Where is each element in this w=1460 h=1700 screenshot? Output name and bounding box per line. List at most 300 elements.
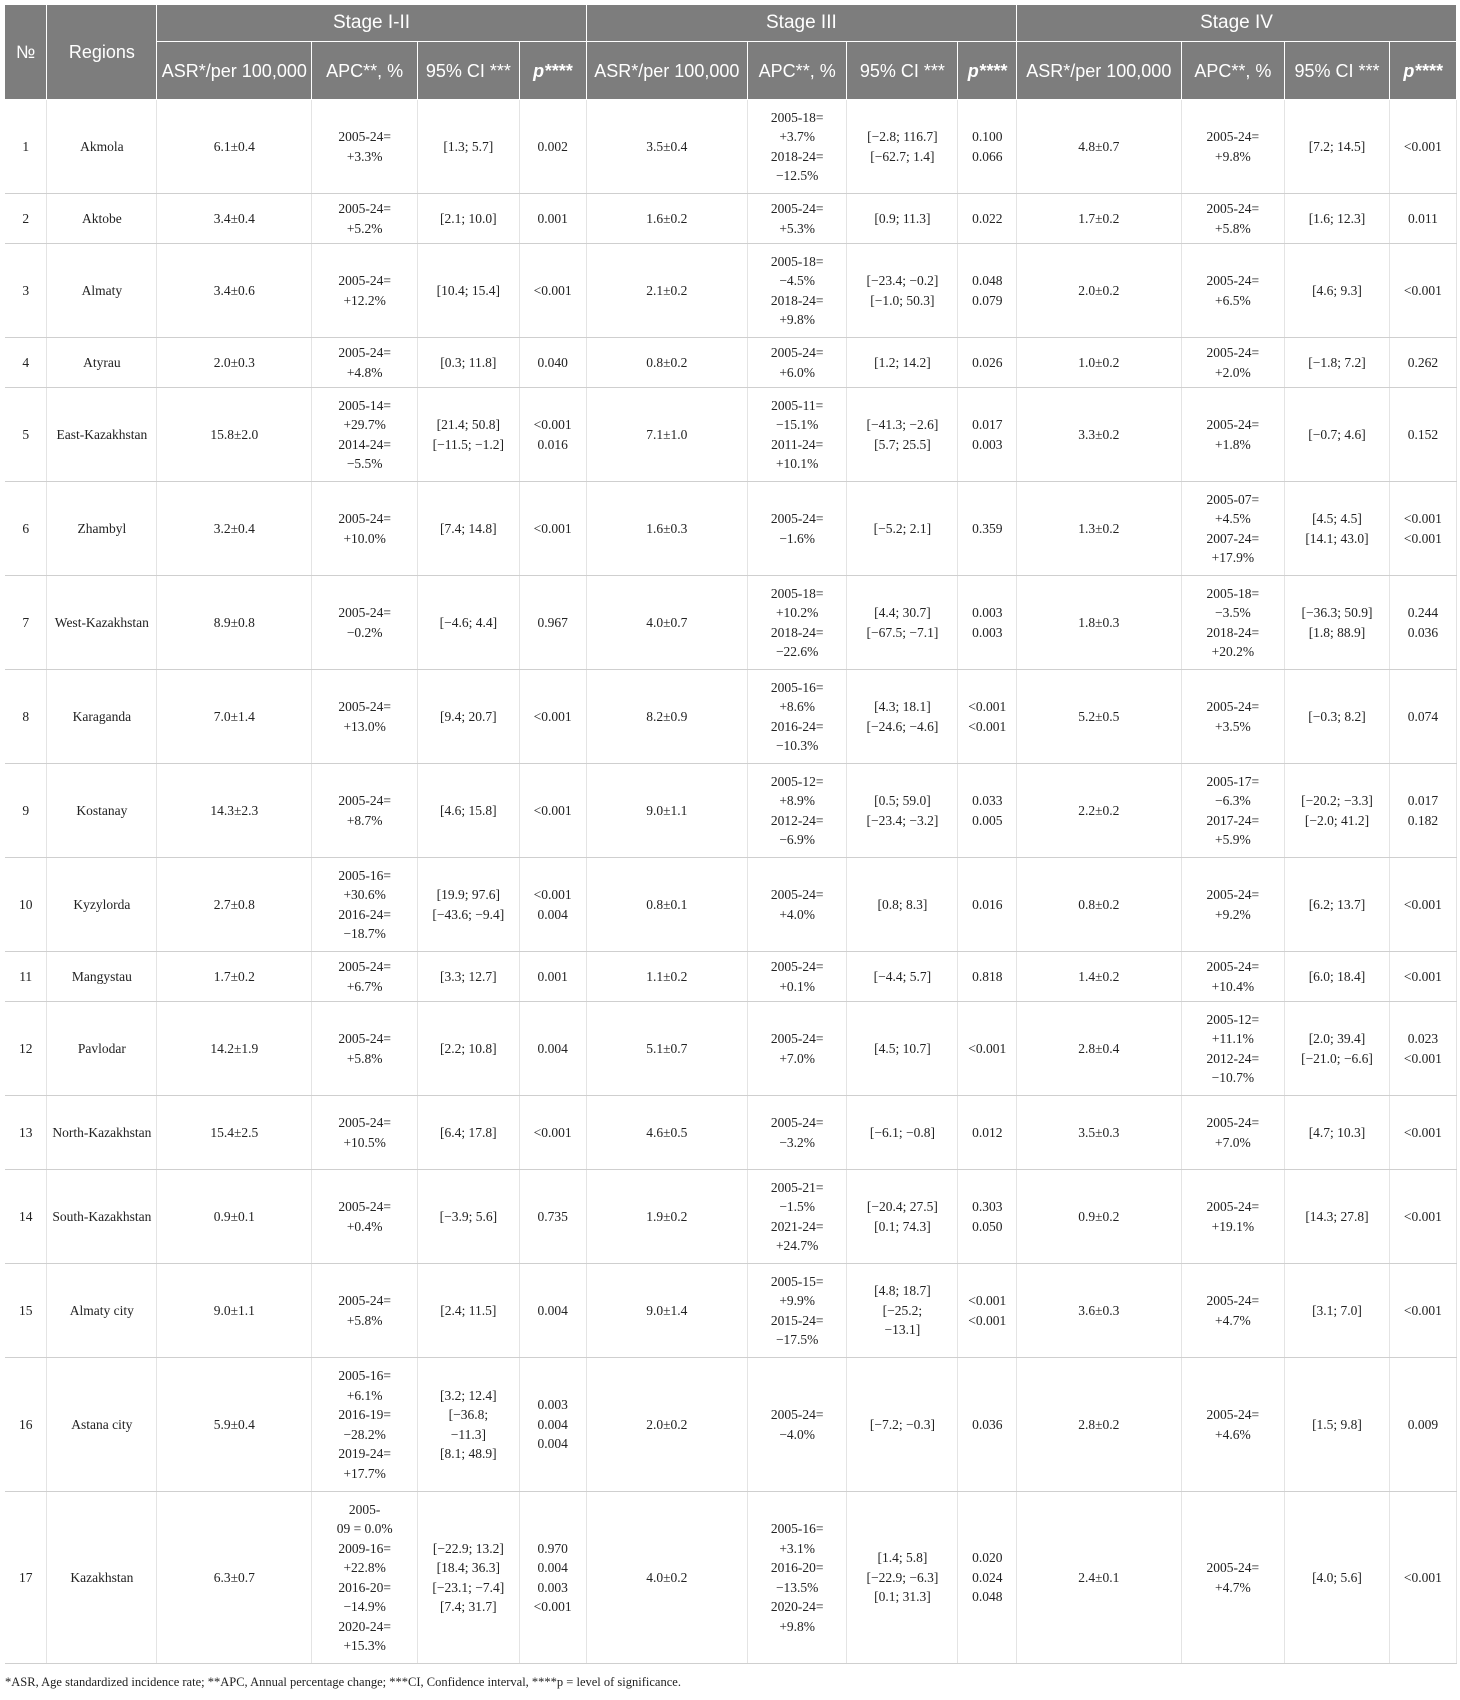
p-value-line: <0.001 [968, 1040, 1007, 1056]
asr-value: 3.3±0.2 [1017, 388, 1181, 482]
p-value [1389, 100, 1456, 194]
ci-value-line: [18.4; 36.3] [436, 1560, 501, 1575]
p-value-line: <0.001 [968, 718, 1007, 734]
apc-value [312, 244, 418, 338]
p-value [1389, 1264, 1456, 1358]
p-value-line: 0.017 [1407, 793, 1439, 808]
apc-value-line: 2005-16= [338, 867, 391, 883]
apc-value [747, 482, 846, 576]
asr-value: 8.2±0.9 [586, 670, 747, 764]
ci-value-line: [7.4; 14.8] [440, 520, 497, 536]
p-value [1389, 1492, 1456, 1664]
ci-value-line: [4.5; 10.7] [874, 1040, 931, 1056]
apc-value [312, 1492, 418, 1664]
ci-value-line: [−36.3; 50.9] [1301, 605, 1373, 620]
asr-value: 3.5±0.3 [1017, 1096, 1181, 1170]
apc-value-line: +5.3% [779, 220, 816, 236]
apc-value [312, 388, 418, 482]
ci-value-line: [7.4; 31.7] [440, 1599, 497, 1614]
p-value [1389, 1358, 1456, 1492]
p-value [1389, 576, 1456, 670]
ci-value-line: [2.2; 10.8] [440, 1040, 497, 1056]
p-value [519, 388, 586, 482]
p-value-line: 0.004 [537, 1436, 568, 1452]
apc-value-line: −0.2% [346, 624, 383, 640]
ci-value-line: [3.2; 12.4] [440, 1387, 497, 1403]
p-value-line: <0.001 [533, 282, 572, 298]
ci-value-line: [−24.6; −4.6] [866, 718, 939, 734]
table-row [5, 576, 1457, 670]
ci-value-line: [1.8; 88.9] [1308, 624, 1366, 640]
p-value-line: 0.303 [972, 1199, 1003, 1214]
apc-value-line: 2005-24= [338, 959, 391, 974]
apc-value-line: 2020-24= [338, 1618, 391, 1634]
apc-value-line: 2005- [348, 1501, 381, 1517]
apc-value-line: −6.3% [1214, 793, 1251, 808]
apc-value [312, 100, 418, 194]
ci-value-line: [2.4; 11.5] [440, 1302, 497, 1318]
apc-value-line: 2005-24= [338, 201, 391, 216]
ci-value-line: [−23.4; −3.2] [866, 812, 939, 828]
apc-value [312, 1002, 418, 1096]
incidence-trend-table [5, 5, 1457, 1664]
apc-value [747, 576, 846, 670]
apc-value [1181, 576, 1285, 670]
apc-value-line: +3.5% [1214, 718, 1251, 734]
asr-header: ASR*/per 100,000 [1017, 42, 1181, 100]
asr-value: 6.3±0.7 [157, 1492, 312, 1664]
ci-value [1285, 576, 1390, 670]
ci-value-line: [6.4; 17.8] [440, 1124, 497, 1140]
apc-value-line: 2005-24= [1206, 959, 1260, 974]
apc-value-line: +5.8% [346, 1050, 383, 1066]
table-row [5, 764, 1457, 858]
p-value-line: 0.004 [537, 1302, 568, 1318]
ci-value [847, 388, 958, 482]
apc-value-line: 2007-24= [1206, 530, 1260, 546]
asr-value: 1.6±0.3 [586, 482, 747, 576]
asr-value: 2.0±0.2 [1017, 244, 1181, 338]
ci-value-line: [7.2; 14.5] [1308, 138, 1366, 154]
ci-value-line: [10.4; 15.4] [436, 282, 501, 298]
apc-value-line: 2005-24= [770, 511, 824, 526]
ci-header: 95% CI *** [418, 42, 520, 100]
ci-value [847, 858, 958, 952]
asr-value: 3.4±0.4 [157, 194, 312, 244]
asr-value: 1.3±0.2 [1017, 482, 1181, 576]
regions-header: Regions [47, 5, 157, 100]
apc-value-line: 2005-24= [770, 959, 824, 974]
apc-value-line: 2005-18= [770, 109, 824, 125]
ci-value [1285, 338, 1390, 388]
ci-value-line: [−11.5; −1.2] [432, 436, 505, 452]
p-value-line: <0.001 [1403, 896, 1442, 912]
region-name: Kyzylorda [47, 858, 157, 952]
row-number: 5 [5, 388, 47, 482]
p-value-line: 0.016 [537, 436, 568, 452]
p-value [958, 1002, 1017, 1096]
p-value [958, 388, 1017, 482]
ci-value-line: [−7.2; −0.3] [869, 1416, 935, 1432]
apc-value-line: 2016-19= [338, 1407, 391, 1422]
p-value-line: 0.022 [972, 210, 1003, 226]
p-value-line: 0.100 [972, 129, 1003, 144]
p-value-line: 0.033 [972, 793, 1003, 808]
p-value [519, 244, 586, 338]
ci-value-line: [−21.0; −6.6] [1301, 1050, 1373, 1066]
apc-value-line: 2005-24= [338, 511, 391, 526]
p-header: p**** [519, 42, 586, 100]
asr-value: 1.8±0.3 [1017, 576, 1181, 670]
p-value [958, 100, 1017, 194]
apc-value-line: +4.7% [1214, 1579, 1251, 1595]
p-value [958, 338, 1017, 388]
apc-value-line: 2005-24= [1206, 699, 1260, 714]
apc-value-line: +4.0% [779, 906, 816, 922]
p-value-line: <0.001 [968, 1293, 1007, 1308]
apc-value-line: 09 = 0.0% [336, 1521, 393, 1536]
apc-value-line: 2021-24= [770, 1218, 824, 1234]
row-number: 8 [5, 670, 47, 764]
p-value [519, 1096, 586, 1170]
ci-value [418, 1492, 520, 1664]
asr-value: 9.0±1.1 [157, 1264, 312, 1358]
apc-value-line: +7.0% [1214, 1134, 1251, 1150]
table-container [5, 5, 1457, 1664]
table-footnote: *ASR, Age standardized incidence rate; **APC, Annual percentage change; ***CI, Confidence interval, ****p = level of significance. [5, 1675, 681, 1689]
p-value-line: <0.001 [968, 1312, 1007, 1328]
asr-value: 1.7±0.2 [1017, 194, 1181, 244]
apc-value [747, 244, 846, 338]
apc-value-line: 2005-12= [1206, 1011, 1260, 1027]
asr-value: 3.5±0.4 [586, 100, 747, 194]
apc-value [1181, 1002, 1285, 1096]
apc-value-line: −5.5% [346, 456, 383, 471]
apc-value [312, 1170, 418, 1264]
row-number: 11 [5, 952, 47, 1002]
apc-value-line: 2005-24= [770, 887, 824, 902]
ci-value [847, 1358, 958, 1492]
table-row [5, 858, 1457, 952]
apc-value-line: +10.1% [775, 456, 819, 471]
table-row [5, 194, 1457, 244]
region-name: Zhambyl [47, 482, 157, 576]
p-value-line: <0.001 [533, 1124, 572, 1140]
ci-value-line: [4.5; 4.5] [1312, 511, 1362, 526]
stage-4-header: Stage IV [1017, 5, 1457, 42]
p-value-line: 0.003 [537, 1579, 568, 1595]
apc-value [747, 1264, 846, 1358]
apc-value [1181, 952, 1285, 1002]
ci-value-line: [−23.4; −0.2] [866, 273, 939, 288]
apc-value-line: −13.5% [775, 1579, 819, 1595]
asr-value: 3.2±0.4 [157, 482, 312, 576]
asr-value: 14.2±1.9 [157, 1002, 312, 1096]
table-row [5, 670, 1457, 764]
ci-value [1285, 1492, 1390, 1664]
p-value [958, 858, 1017, 952]
apc-value [1181, 1170, 1285, 1264]
asr-value: 1.9±0.2 [586, 1170, 747, 1264]
apc-value [312, 1096, 418, 1170]
apc-value [747, 952, 846, 1002]
row-number: 17 [5, 1492, 47, 1664]
asr-header: ASR*/per 100,000 [586, 42, 747, 100]
ci-value [1285, 952, 1390, 1002]
apc-value-line: +3.3% [346, 148, 383, 164]
row-number: 15 [5, 1264, 47, 1358]
p-value-line: <0.001 [533, 1599, 572, 1614]
asr-value: 7.1±1.0 [586, 388, 747, 482]
p-value [1389, 194, 1456, 244]
apc-value-line: 2005-07= [1206, 491, 1260, 507]
apc-value-line: +24.7% [775, 1238, 819, 1253]
apc-value-line: +10.4% [1211, 978, 1255, 994]
row-number: 10 [5, 858, 47, 952]
apc-value-line: 2016-24= [770, 718, 824, 734]
apc-value-line: −18.7% [343, 926, 386, 941]
region-name: West-Kazakhstan [47, 576, 157, 670]
ci-value [847, 194, 958, 244]
ci-value [418, 388, 520, 482]
table-body [5, 100, 1457, 1664]
p-value [519, 1264, 586, 1358]
p-value [958, 244, 1017, 338]
apc-value-line: −15.1% [775, 417, 819, 432]
apc-value-line: +9.8% [779, 312, 816, 327]
apc-header: APC**, % [312, 42, 418, 100]
apc-value-line: 2005-24= [1206, 345, 1260, 360]
row-number: 1 [5, 100, 47, 194]
p-value [1389, 858, 1456, 952]
apc-value-line: +10.0% [343, 530, 386, 546]
apc-value-line: 2005-24= [1206, 129, 1260, 144]
ci-value-line: [4.8; 18.7] [874, 1283, 931, 1299]
row-number: 16 [5, 1358, 47, 1492]
region-name: Akmola [47, 100, 157, 194]
ci-value-line: [2.1; 10.0] [440, 210, 497, 226]
p-value [1389, 338, 1456, 388]
apc-value-line: 2005-24= [338, 1199, 391, 1214]
apc-value-line: +8.9% [779, 793, 816, 808]
asr-value: 4.8±0.7 [1017, 100, 1181, 194]
apc-value-line: +22.8% [343, 1560, 386, 1575]
apc-value [1181, 244, 1285, 338]
p-value [1389, 1096, 1456, 1170]
p-value-line: 0.359 [972, 520, 1003, 536]
p-value-line: <0.001 [1403, 530, 1442, 546]
p-value [1389, 670, 1456, 764]
apc-value-line: 2005-16= [770, 679, 824, 695]
apc-value-line: +9.2% [1214, 906, 1251, 922]
ci-value [1285, 858, 1390, 952]
p-value-line: <0.001 [1403, 1208, 1442, 1224]
apc-value [1181, 194, 1285, 244]
apc-value-line: −28.2% [343, 1426, 386, 1442]
ci-value [418, 1002, 520, 1096]
apc-header: APC**, % [1181, 42, 1285, 100]
ci-value-line: [1.5; 9.8] [1312, 1416, 1362, 1432]
apc-value [747, 1096, 846, 1170]
apc-value [747, 1002, 846, 1096]
apc-value-line: +5.2% [346, 220, 383, 236]
apc-value [312, 858, 418, 952]
region-name: South-Kazakhstan [47, 1170, 157, 1264]
p-value [958, 670, 1017, 764]
apc-value-line: 2005-24= [770, 1115, 824, 1130]
asr-value: 2.8±0.2 [1017, 1358, 1181, 1492]
region-name: Pavlodar [47, 1002, 157, 1096]
p-value [519, 482, 586, 576]
ci-value [847, 338, 958, 388]
asr-value: 0.9±0.2 [1017, 1170, 1181, 1264]
ci-value [1285, 244, 1390, 338]
apc-value-line: 2019-24= [338, 1446, 391, 1461]
table-row [5, 1358, 1457, 1492]
asr-value: 5.9±0.4 [157, 1358, 312, 1492]
asr-value: 2.8±0.4 [1017, 1002, 1181, 1096]
ci-value-line: [−41.3; −2.6] [866, 417, 939, 432]
apc-value-line: 2005-21= [770, 1179, 824, 1195]
apc-value-line: −3.5% [1214, 605, 1251, 620]
p-value-line: 0.009 [1407, 1416, 1439, 1432]
region-name: Kazakhstan [47, 1492, 157, 1664]
asr-value: 0.8±0.2 [586, 338, 747, 388]
apc-value [1181, 388, 1285, 482]
region-name: Atyrau [47, 338, 157, 388]
p-value-line: <0.001 [1403, 1302, 1442, 1318]
p-value-line: 0.036 [1407, 624, 1439, 640]
ci-value-line: [−6.1; −0.8] [869, 1124, 935, 1140]
apc-value-line: 2005-18= [770, 253, 824, 269]
apc-value-line: +5.8% [346, 1312, 383, 1328]
p-value-line: 0.020 [972, 1550, 1003, 1566]
row-number: 14 [5, 1170, 47, 1264]
apc-value-line: 2018-24= [770, 292, 824, 308]
apc-value [312, 670, 418, 764]
p-value-line: 0.017 [972, 417, 1003, 432]
apc-value [1181, 670, 1285, 764]
ci-value [1285, 100, 1390, 194]
row-number: 7 [5, 576, 47, 670]
region-name: Almaty city [47, 1264, 157, 1358]
asr-value: 3.4±0.6 [157, 244, 312, 338]
ci-value-line: [4.7; 10.3] [1308, 1124, 1366, 1140]
p-value-line: 0.967 [537, 614, 568, 630]
apc-value-line: 2016-24= [338, 906, 391, 922]
apc-value-line: −17.5% [775, 1332, 819, 1347]
ci-value [418, 100, 520, 194]
apc-value-line: 2018-24= [770, 624, 824, 640]
apc-value-line: 2018-24= [770, 148, 824, 164]
p-value [519, 670, 586, 764]
p-value-line: <0.001 [1403, 1569, 1442, 1585]
ci-value-line: −11.3] [450, 1426, 486, 1442]
apc-value-line: +4.7% [1214, 1312, 1251, 1328]
p-value-line: <0.001 [1403, 511, 1442, 526]
apc-value-line: +0.4% [346, 1218, 383, 1234]
apc-value [312, 1358, 418, 1492]
ci-header: 95% CI *** [847, 42, 958, 100]
apc-value-line: 2015-24= [770, 1312, 824, 1328]
p-value-line: <0.001 [1403, 138, 1442, 154]
p-value-line: 0.004 [537, 906, 568, 922]
ci-value-line: −13.1] [884, 1322, 921, 1338]
p-value-line: 0.036 [972, 1416, 1003, 1432]
apc-value-line: +30.6% [343, 887, 386, 902]
apc-value-line: +9.8% [779, 1618, 816, 1634]
apc-value-line: 2012-24= [770, 812, 824, 828]
apc-value-line: +15.3% [343, 1638, 386, 1653]
apc-value-line: +6.5% [1214, 292, 1251, 308]
table-row [5, 244, 1457, 338]
p-value-line: <0.001 [533, 887, 572, 902]
ci-value-line: [9.4; 20.7] [440, 708, 497, 724]
table-row [5, 1492, 1457, 1664]
asr-value: 8.9±0.8 [157, 576, 312, 670]
ci-value [418, 858, 520, 952]
p-value-line: 0.012 [972, 1124, 1003, 1140]
apc-value-line: 2005-11= [771, 397, 824, 413]
asr-value: 0.8±0.2 [1017, 858, 1181, 952]
apc-value [1181, 100, 1285, 194]
p-value [519, 858, 586, 952]
asr-value: 4.6±0.5 [586, 1096, 747, 1170]
asr-value: 5.1±0.7 [586, 1002, 747, 1096]
p-value-line: <0.001 [1403, 1124, 1442, 1140]
apc-value-line: +2.0% [1214, 364, 1251, 380]
ci-value-line: [−0.7; 4.6] [1308, 426, 1366, 442]
asr-value: 15.8±2.0 [157, 388, 312, 482]
ci-value-line: [−5.2; 2.1] [873, 520, 932, 536]
apc-value-line: 2005-24= [1206, 417, 1260, 432]
p-value-line: <0.001 [1403, 282, 1442, 298]
apc-value [1181, 764, 1285, 858]
ci-value [418, 1358, 520, 1492]
ci-value [418, 338, 520, 388]
ci-value-line: [−20.2; −3.3] [1301, 793, 1373, 808]
apc-value-line: 2016-20= [770, 1560, 824, 1575]
ci-value-line: [−1.8; 7.2] [1308, 354, 1366, 370]
apc-value-line: −3.2% [779, 1134, 816, 1150]
p-value-line: 0.048 [972, 1589, 1003, 1605]
p-value-line: <0.001 [1403, 968, 1442, 984]
p-value-line: 0.074 [1407, 708, 1439, 724]
p-value [519, 194, 586, 244]
ci-value [1285, 670, 1390, 764]
ci-value-line: [0.1; 31.3] [874, 1589, 931, 1605]
apc-value-line: −10.7% [1211, 1070, 1255, 1085]
p-value-line: 0.040 [537, 354, 568, 370]
ci-value-line: [−0.3; 8.2] [1308, 708, 1366, 724]
table-row [5, 1096, 1457, 1170]
p-value [958, 1096, 1017, 1170]
ci-value-line: [0.1; 74.3] [874, 1218, 931, 1234]
apc-value-line: +20.2% [1211, 644, 1255, 659]
p-value-line: 0.004 [537, 1560, 568, 1575]
p-value-line: 0.152 [1407, 426, 1439, 442]
apc-value-line: 2005-17= [1206, 773, 1260, 789]
table-row [5, 952, 1457, 1002]
apc-value [747, 858, 846, 952]
apc-value [1181, 1492, 1285, 1664]
p-value-line: <0.001 [533, 520, 572, 536]
apc-value-line: +9.9% [779, 1293, 816, 1308]
ci-value [418, 576, 520, 670]
region-name: Mangystau [47, 952, 157, 1002]
apc-value [312, 764, 418, 858]
apc-value [1181, 1264, 1285, 1358]
